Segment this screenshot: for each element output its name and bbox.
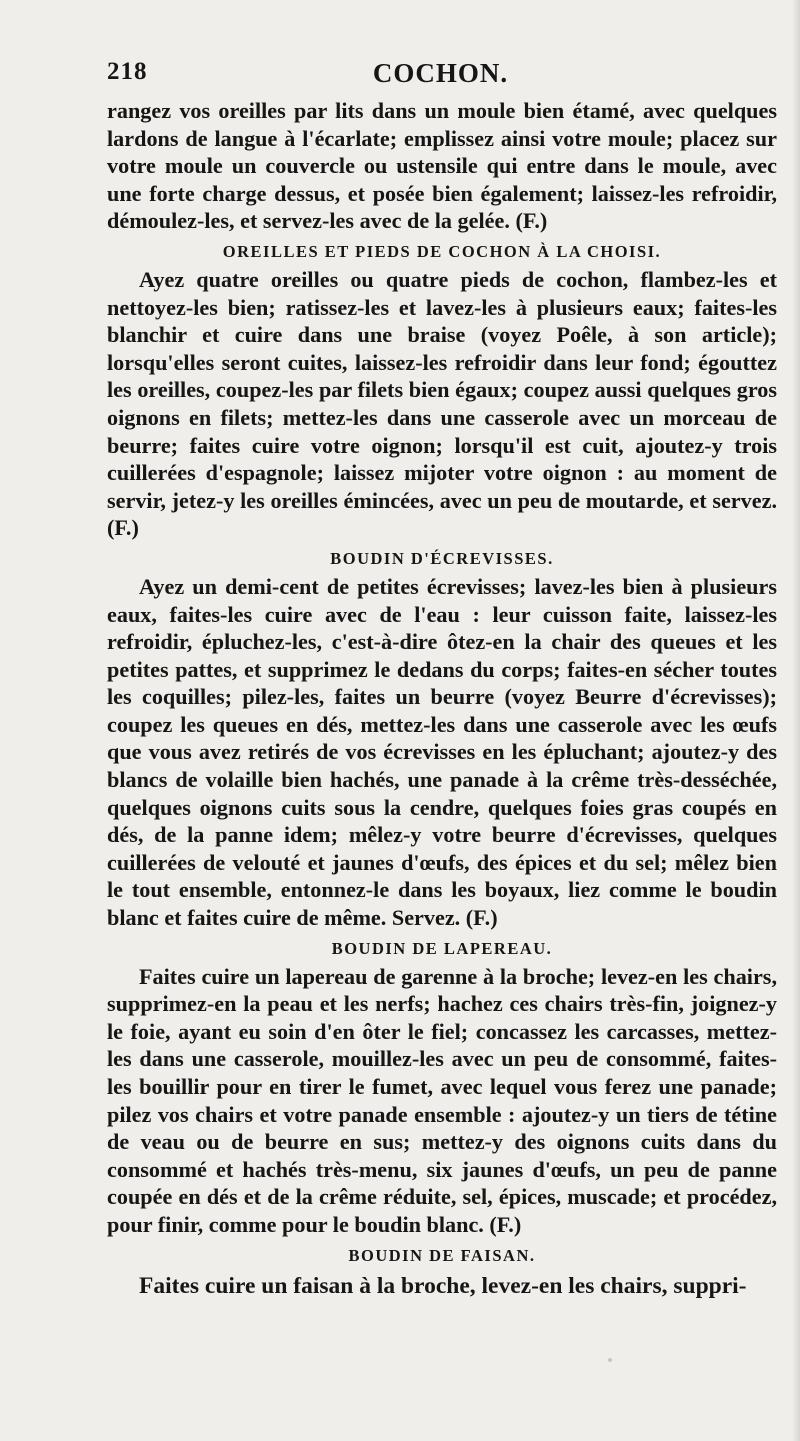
running-title: COCHON. xyxy=(372,58,509,88)
heading-boudin-ecrevisses: BOUDIN D'ÉCREVISSES. xyxy=(330,548,554,568)
heading-boudin-faisan: BOUDIN DE FAISAN. xyxy=(348,1245,536,1265)
page-edge xyxy=(792,0,800,1441)
paragraph-oreilles-end: rangez vos oreilles par lits dans un moule bien étamé, avec quelques lardons de langue à l'écarlate; emplissez ainsi votre moule; placez sur votre moule un couvercle ou ustensile qui entre dans le moule, avec une forte charge dessus, et posée bien également; laissez-les refroidir, démoulez-les, et servez-les avec de la gelée. (F.) xyxy=(107,98,777,234)
paragraph-boudin-ecrevisses: Ayez un demi-cent de petites écrevisses; lavez-les bien à plusieurs eaux, faites-les cuire avec de l'eau : leur cuisson faite, laissez-les refroidir, épluchez-les, c'est-à-dire ôtez-en la chair des queues et les petites pattes, et supprimez le dedans du corps; faites-en sécher toutes les coquilles; pilez-les, faites un beurre (voyez Beurre d'écrevisses); coupez les queues en dés, mettez-les dans une casserole avec les œufs que vous avez retirés de vos écrevisses en les épluchant; ajoutez-y des blancs de volaille bien hachés, une panade à la crême très-desséchée, quelques oignons cuits sous la cendre, quelques foies gras coupés en dés, de la panne idem; mêlez-y votre beurre d'écrevisses, quelques cuillerées de velouté et jaunes d'œufs, des épices et du sel; mêlez bien le tout ensemble, entonnez-le dans les boyaux, liez comme le boudin blanc et faites cuire de même. Servez. (F.) xyxy=(107,573,777,931)
page-number: 218 xyxy=(107,58,148,85)
heading-boudin-lapereau: BOUDIN DE LAPEREAU. xyxy=(331,938,553,958)
paragraph-boudin-faisan: Faites cuire un faisan à la broche, levez-en les chairs, suppri- xyxy=(139,1272,747,1299)
page-header xyxy=(107,58,774,98)
page-body xyxy=(107,97,777,1302)
heading-oreilles-pieds: OREILLES ET PIEDS DE COCHON À LA CHOISI. xyxy=(222,241,662,261)
paragraph-boudin-lapereau: Faites cuire un lapereau de garenne à la broche; levez-en les chairs, supprimez-en la peau et les nerfs; hachez ces chairs très-fin, joignez-y le foie, ayant eu soin d'en ôter le fiel; concassez les carcasses, mettez-les dans une casserole, mouillez-les avec un peu de consommé, faites-les bouillir pour en tirer le fumet, avec lequel vous ferez une panade; pilez vos chairs et votre panade ensemble : ajoutez-y un tiers de tétine de veau ou de beurre en sus; mettez-y des oignons cuits dans du consommé et hachés très-menu, six jaunes d'œufs, un peu de panne coupée en dés et de la crême réduite, sel, épices, muscade; et procédez, pour finir, comme pour le boudin blanc. (F.) xyxy=(107,963,777,1237)
paper-speck xyxy=(608,1358,612,1362)
paragraph-oreilles-pieds: Ayez quatre oreilles ou quatre pieds de cochon, flambez-les et nettoyez-les bien; ratissez-les et lavez-les à plusieurs eaux; faites-les blanchir et cuire dans une braise (voyez Poêle, à son article); lorsqu'elles seront cuites, laissez-les refroidir dans leur fond; égouttez les oreilles, coupez-les par filets bien égaux; coupez aussi quelques gros oignons en filets; mettez-les dans une casserole avec un morceau de beurre; faites cuire votre oignon; lorsqu'il est cuit, ajoutez-y trois cuillerées d'espagnole; laissez mijoter votre oignon : au moment de servir, jetez-y les oreilles émincées, avec un peu de moutarde, et servez. (F.) xyxy=(107,266,777,541)
